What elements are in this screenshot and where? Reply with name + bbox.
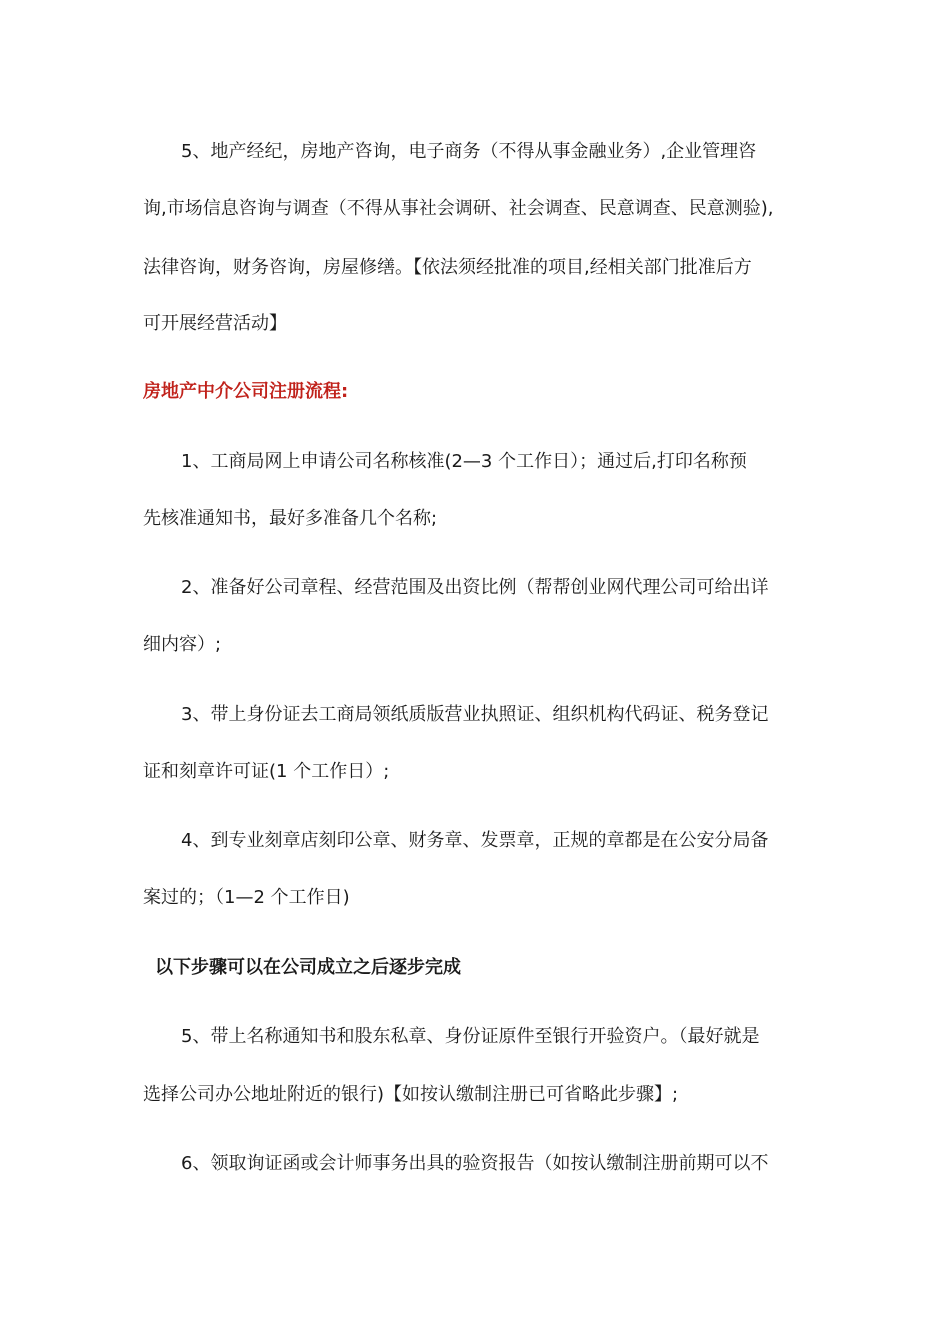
step-1-line-1: 1、工商局网上申请公司名称核准(2—3 个工作日）；通过后,打印名称预 — [181, 451, 747, 472]
later-steps-subheading: 以下步骤可以在公司成立之后逐步完成 — [155, 957, 461, 978]
step-4-line-2: 案过的；（1—2 个工作日) — [143, 887, 350, 908]
section-heading: 房地产中介公司注册流程: — [143, 381, 349, 402]
step-4-line-1: 4、到专业刻章店刻印公章、财务章、发票章，正规的章都是在公安分局备 — [181, 830, 769, 851]
business-scope-line-2: 询,市场信息咨询与调查（不得从事社会调研、社会调查、民意调查、民意测验), — [143, 198, 774, 219]
step-5-line-2: 选择公司办公地址附近的银行)【如按认缴制注册已可省略此步骤】; — [143, 1084, 679, 1105]
step-2-line-2: 细内容）; — [143, 634, 222, 655]
business-scope-line-1: 5、地产经纪，房地产咨询，电子商务（不得从事金融业务）,企业管理咨 — [181, 141, 757, 162]
step-6-line-1: 6、领取询证函或会计师事务出具的验资报告（如按认缴制注册前期可以不 — [181, 1153, 769, 1174]
business-scope-line-4: 可开展经营活动】 — [143, 313, 287, 334]
business-scope-line-3: 法律咨询，财务咨询，房屋修缮。【依法须经批准的项目,经相关部门批准后方 — [143, 257, 752, 278]
step-3-line-2: 证和刻章许可证(1 个工作日）; — [143, 761, 390, 782]
step-5-line-1: 5、带上名称通知书和股东私章、身份证原件至银行开验资户。（最好就是 — [181, 1026, 760, 1047]
step-3-line-1: 3、带上身份证去工商局领纸质版营业执照证、组织机构代码证、税务登记 — [181, 704, 769, 725]
step-2-line-1: 2、准备好公司章程、经营范围及出资比例（帮帮创业网代理公司可给出详 — [181, 577, 769, 598]
step-1-line-2: 先核准通知书，最好多准备几个名称; — [143, 508, 438, 529]
